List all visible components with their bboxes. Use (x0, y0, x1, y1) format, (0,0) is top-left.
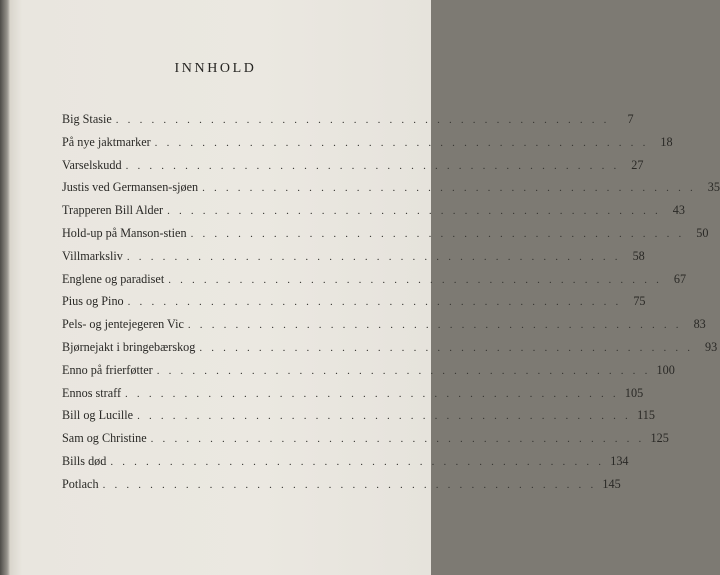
toc-entry (62, 112, 634, 135)
toc-dot-leader: . . . . . . . . . . . . . . . . . . . . . . . . . . . . . . . . . . . . . . . . . . (115, 114, 610, 126)
toc-entry-page-number: 7 (627, 112, 634, 126)
toc-entry-title: Bjørnejakt i bringebærskog (62, 339, 196, 354)
toc-entry-page-number: 125 (650, 431, 669, 446)
toc-entry (62, 385, 644, 409)
table-of-contents (62, 112, 720, 500)
toc-entry (62, 339, 718, 363)
toc-entry-title: Englene og paradiset (62, 271, 165, 286)
toc-dot-leader: . . . . . . . . . . . . . . . . . . . . . . . . . . . . . . . . . . . . . . . . . . (125, 159, 620, 172)
toc-entry (62, 317, 706, 340)
page-title: INNHOLD (174, 61, 257, 76)
toc-entry-title: Bills død (62, 453, 107, 468)
toc-entry-page-number: 43 (672, 203, 685, 218)
toc-entry-title: Ennos straff (62, 385, 122, 400)
toc-entry-page-number: 100 (656, 362, 675, 377)
toc-entry (62, 294, 646, 317)
toc-entry-page-number: 67 (673, 271, 687, 286)
toc-entry (62, 271, 687, 295)
toc-entry-page-number: 27 (631, 157, 644, 172)
toc-dot-leader: . . . . . . . . . . . . . . . . . . . . . . . . . . . . . . . . . . . . . . . . . . (137, 410, 631, 423)
toc-entry (62, 248, 645, 272)
page-binding-shadow (0, 0, 10, 575)
toc-entry-title: Potlach (62, 476, 99, 491)
toc-entry (62, 134, 673, 158)
toc-entry-page-number: 35 (707, 180, 720, 195)
toc-entry-title: Justis ved Germansen-sjøen (62, 180, 199, 195)
toc-entry (62, 203, 685, 226)
toc-dot-leader: . . . . . . . . . . . . . . . . . . . . . . . . . . . . . . . . . . . . . . . . . . (168, 273, 663, 286)
toc-entry-title: Big Stasie (62, 112, 112, 126)
toc-entry-title: Trapperen Bill Alder (62, 203, 164, 218)
toc-entry-page-number: 18 (660, 134, 673, 149)
toc-entry-title: Varselskudd (62, 157, 122, 172)
toc-dot-leader: . . . . . . . . . . . . . . . . . . . . . . . . . . . . . . . . . . . . . . . . . . (187, 319, 682, 332)
toc-entry-title: På nye jaktmarker (62, 134, 151, 149)
toc-dot-leader: . . . . . . . . . . . . . . . . . . . . . . . . . . . . . . . . . . . . . . . . . . (110, 455, 605, 468)
toc-dot-leader: . . . . . . . . . . . . . . . . . . . . . . . . . . . . . . . . . . . . . . . . . . (154, 136, 649, 149)
toc-dot-leader: . . . . . . . . . . . . . . . . . . . . . . . . . . . . . . . . . . . . . . . . . . (202, 182, 696, 195)
toc-entry-page-number: 75 (633, 294, 646, 309)
toc-entry-page-number: 115 (637, 408, 655, 423)
toc-entry-title: Villmarksliv (62, 248, 123, 263)
toc-entry (62, 362, 675, 386)
toc-entry-title: Hold-up på Manson-stien (62, 225, 187, 240)
toc-entry-page-number: 145 (602, 476, 621, 491)
toc-entry-title: Pius og Pino (62, 294, 124, 309)
toc-entry-title: Enno på frierføtter (62, 362, 153, 377)
toc-entry-title: Pels- og jentejegeren Vic (62, 317, 184, 332)
toc-dot-leader: . . . . . . . . . . . . . . . . . . . . . . . . . . . . . . . . . . . . . . . . . . (199, 341, 694, 354)
toc-dot-leader: . . . . . . . . . . . . . . . . . . . . . . . . . . . . . . . . . . . . . . . . . . (127, 296, 622, 309)
toc-entry-page-number: 93 (705, 339, 718, 354)
toc-dot-leader: . . . . . . . . . . . . . . . . . . . . . . . . . . . . . . . . . . . . . . . . . . (190, 227, 685, 240)
toc-entry-page-number: 58 (632, 248, 645, 263)
toc-entry-page-number: 50 (696, 225, 709, 240)
toc-entry (62, 180, 720, 203)
toc-entry (62, 476, 621, 500)
toc-dot-leader: . . . . . . . . . . . . . . . . . . . . . . . . . . . . . . . . . . . . . . . . . . (102, 478, 597, 491)
toc-dot-leader: . . . . . . . . . . . . . . . . . . . . . . . . . . . . . . . . . . . . . . . . . . (150, 433, 645, 446)
toc-entry (62, 453, 629, 477)
toc-dot-leader: . . . . . . . . . . . . . . . . . . . . . . . . . . . . . . . . . . . . . . . . . . (126, 250, 621, 263)
toc-entry-title: Sam og Christine (62, 431, 147, 446)
toc-entry-title: Bill og Lucille (62, 408, 134, 423)
toc-entry-page-number: 83 (693, 317, 706, 332)
toc-dot-leader: . . . . . . . . . . . . . . . . . . . . . . . . . . . . . . . . . . . . . . . . . . (156, 364, 651, 377)
toc-entry (62, 225, 709, 249)
toc-entry-page-number: 134 (610, 453, 629, 468)
toc-entry (62, 408, 655, 431)
toc-entry (62, 157, 644, 181)
toc-entry (62, 431, 669, 454)
toc-entry-page-number: 105 (624, 385, 644, 400)
toc-dot-leader: . . . . . . . . . . . . . . . . . . . . . . . . . . . . . . . . . . . . . . . . . . (125, 387, 619, 400)
toc-dot-leader: . . . . . . . . . . . . . . . . . . . . . . . . . . . . . . . . . . . . . . . . . . (167, 205, 661, 218)
